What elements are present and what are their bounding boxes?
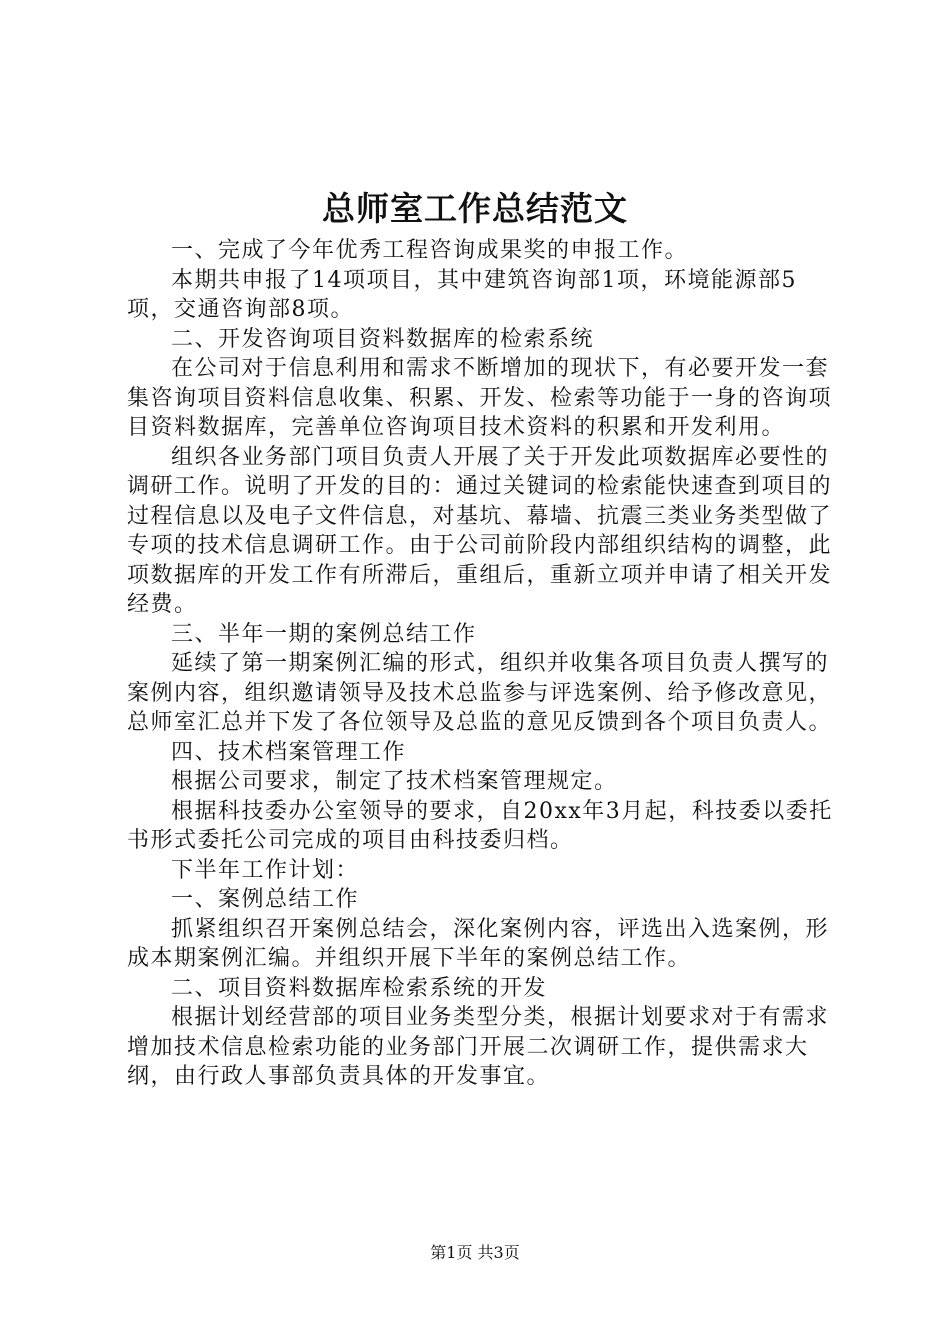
paragraph: 本期共申报了14项项目，其中建筑咨询部1项，环境能源部5项，交通咨询部8项。	[127, 267, 797, 322]
page-number-footer: 第1页 共3页	[430, 1243, 520, 1262]
paragraph: 组织各业务部门项目负责人开展了关于开发此项数据库必要性的调研工作。说明了开发的目的：通过关键词的检索能快速查到项目的过程信息以及电子文件信息，对基坑、幕墙、抗震三类业务类型做了专项的技术信息调研工作。由于公司前阶段内部组织结构的调整，此项数据库的开发工作有所滞后，重组后，重新立项并申请了相关开发经费。	[127, 444, 833, 617]
document-body	[127, 236, 833, 1092]
paragraph: 下半年工作计划：	[171, 857, 360, 883]
paragraph: 抓紧组织召开案例总结会，深化案例内容，评选出入选案例，形成本期案例汇编。并组织开展下半年的案例总结工作。	[127, 916, 830, 971]
paragraph: 一、完成了今年优秀工程咨询成果奖的申报工作。	[171, 238, 689, 263]
paragraph: 二、开发咨询项目资料数据库的检索系统	[171, 326, 595, 352]
paragraph: 三、半年一期的案例总结工作	[171, 621, 477, 647]
paragraph: 二、项目资料数据库检索系统的开发	[171, 975, 548, 1001]
paragraph: 一、案例总结工作	[171, 887, 360, 912]
paragraph: 在公司对于信息利用和需求不断增加的现状下，有必要开发一套集咨询项目资料信息收集、积累、开发、检索等功能于一身的咨询项目资料数据库，完善单位咨询项目技术资料的积累和开发利用。	[127, 356, 833, 440]
paragraph: 根据公司要求，制定了技术档案管理规定。	[171, 769, 618, 794]
paragraph: 延续了第一期案例汇编的形式，组织并收集各项目负责人撰写的案例内容，组织邀请领导及技术总监参与评选案例、给予修改意见，总师室汇总并下发了各位领导及总监的意见反馈到各个项目负责人。	[127, 651, 833, 735]
paragraph: 根据计划经营部的项目业务类型分类，根据计划要求对于有需求增加技术信息检索功能的业务部门开展二次调研工作，提供需求大纲，由行政人事部负责具体的开发事宜。	[127, 1005, 830, 1089]
paragraph: 根据科技委办公室领导的要求，自20xx年3月起，科技委以委托书形式委托公司完成的项目由科技委归档。	[127, 798, 833, 853]
paragraph: 四、技术档案管理工作	[171, 739, 407, 765]
document-title: 总师室工作总结范文	[322, 189, 628, 228]
